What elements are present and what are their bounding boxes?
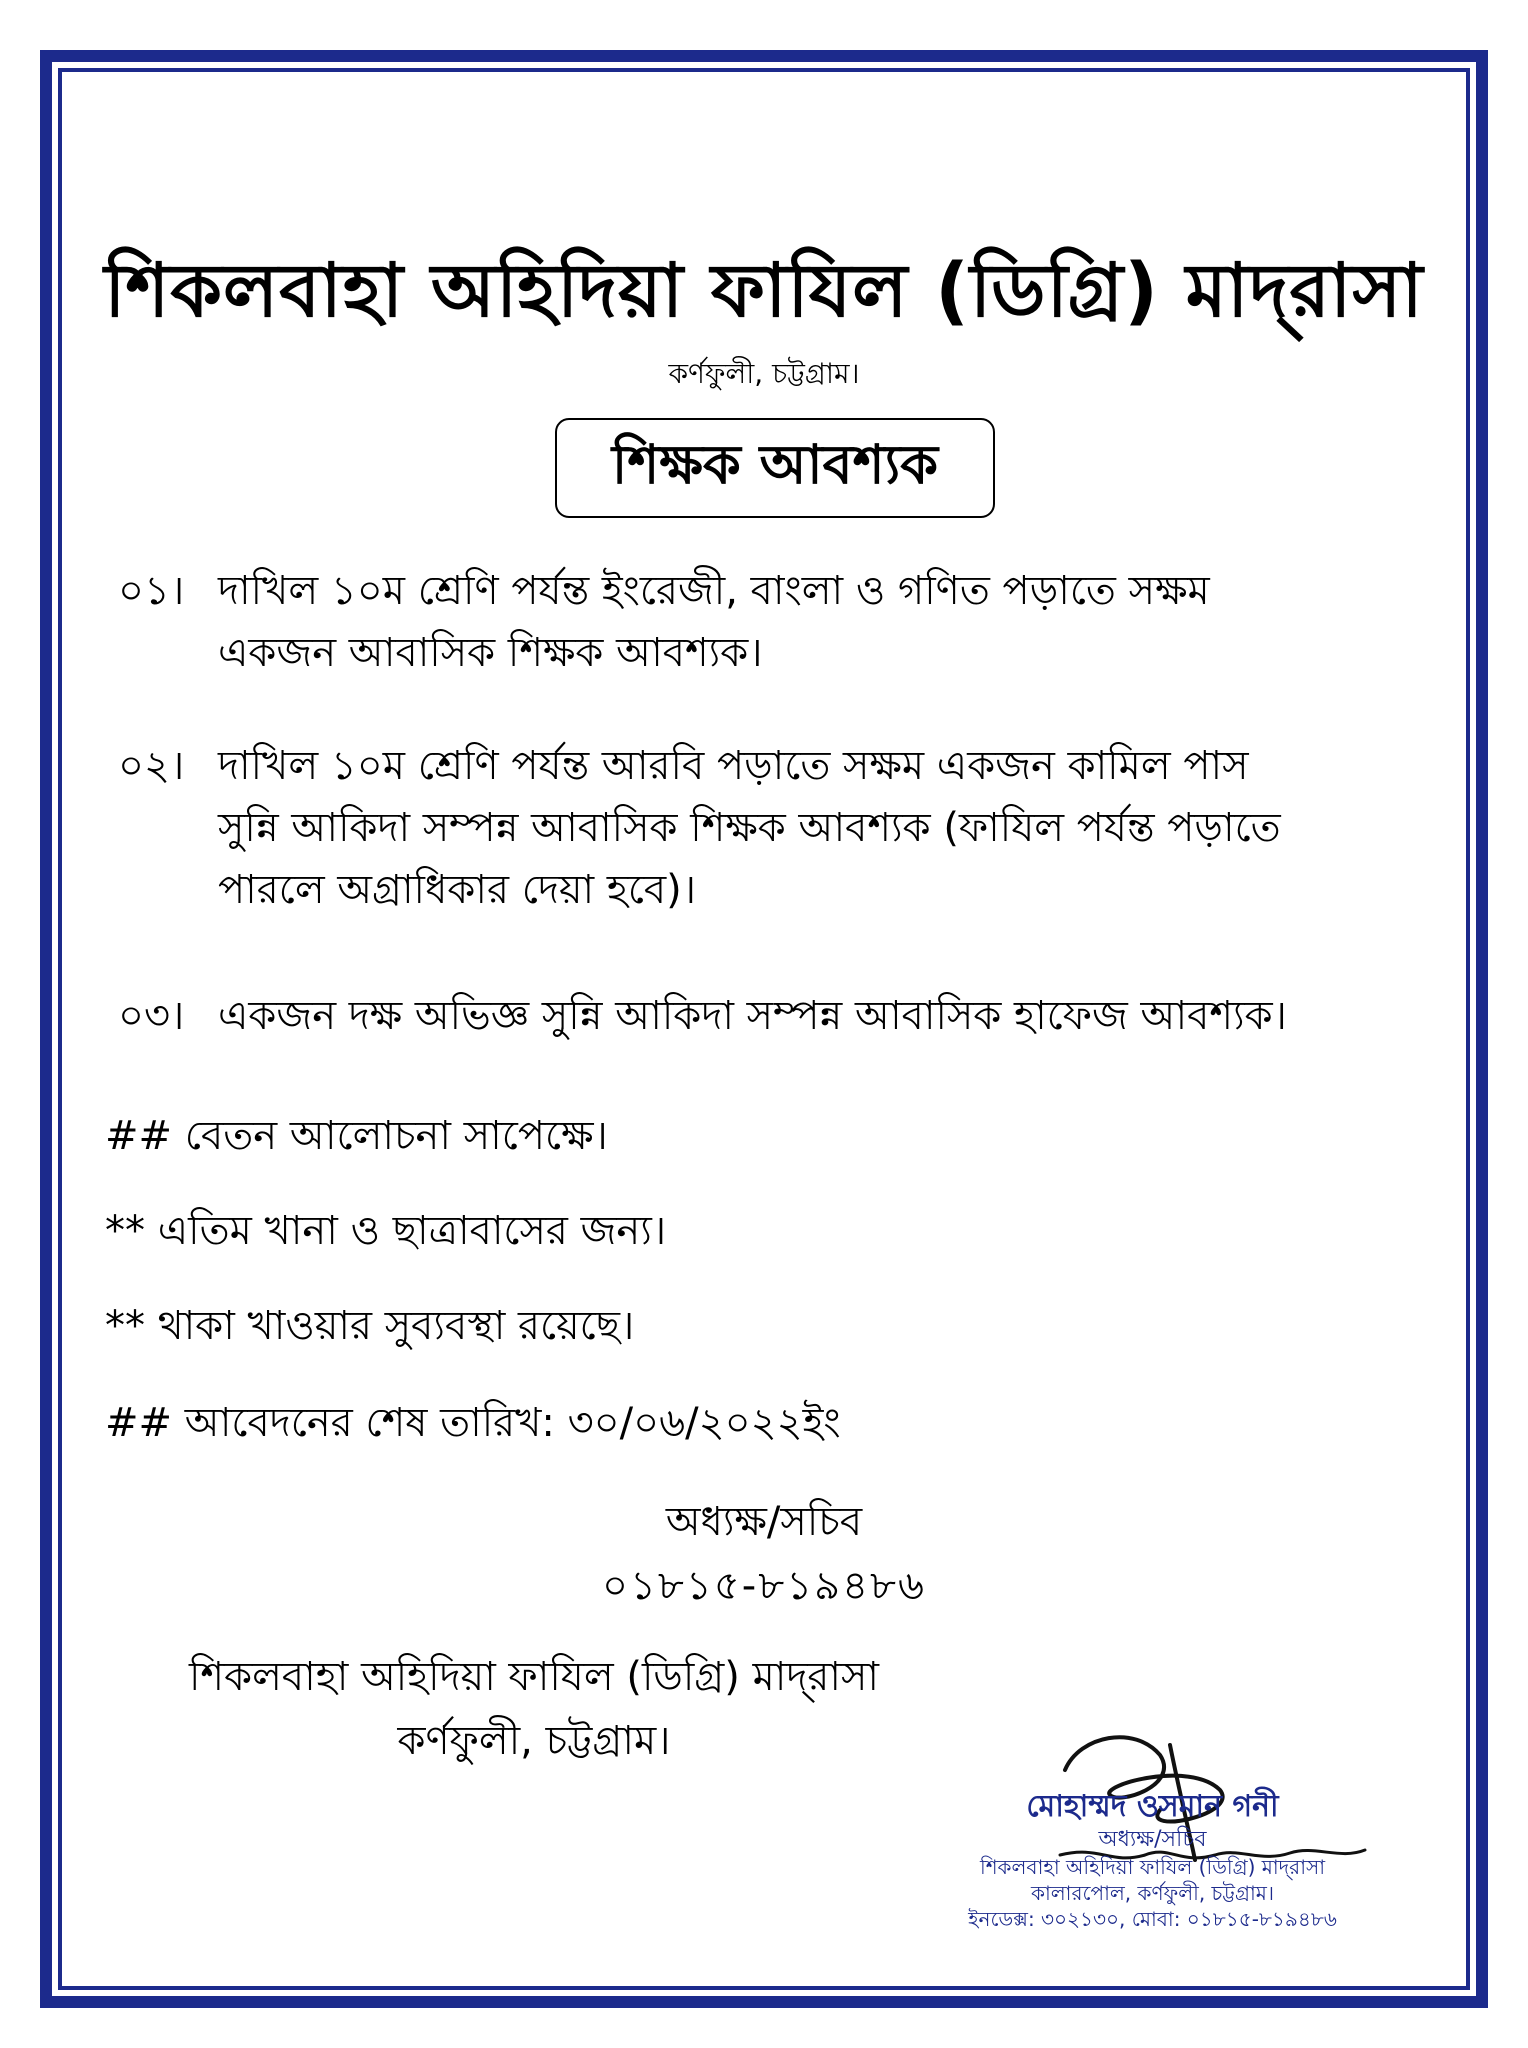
notice-heading <box>555 418 995 518</box>
seal-index: ইনডেক্স: ৩০২১৩০, মোবা: ০১৮১৫-৮১৯৪৮৬ <box>968 1907 1337 1931</box>
seal-name: মোহাম্মদ ওসমান গনী <box>1026 1789 1279 1824</box>
institution-title: শিকলবাহা অহিদিয়া ফাযিল (ডিগ্রি) মাদ্‌রাসা <box>104 248 1424 334</box>
requirement-item <box>118 985 1287 1047</box>
item-text: একজন আবাসিক শিক্ষক আবশ্যক। <box>218 630 763 676</box>
seal-role: অধ্যক্ষ/সচিব <box>1098 1827 1207 1852</box>
footer-institution: শিকলবাহা অহিদিয়া ফাযিল (ডিগ্রি) মাদ্‌রাসা <box>188 1654 880 1700</box>
item-number: ০১। <box>118 568 185 614</box>
official-seal <box>955 1788 1350 1932</box>
note-salary: ## বেতন আলোচনা সাপেক্ষে। <box>105 1113 608 1159</box>
contact-phone: ০১৮১৫-৮১৯৪৮৬ <box>601 1563 927 1609</box>
note-orphanage: ** এতিম খানা ও ছাত্রাবাসের জন্য। <box>105 1208 667 1254</box>
seal-address: কালারপোল, কর্ণফুলী, চট্টগ্রাম। <box>1030 1881 1274 1905</box>
institution-location: কর্ণফুলী, চট্টগ্রাম। <box>668 357 860 390</box>
notice-heading-text: শিক্ষক আবশ্যক <box>611 433 939 496</box>
requirement-item <box>118 560 1210 684</box>
item-text: সুন্নি আকিদা সম্পন্ন আবাসিক শিক্ষক আবশ্যক (ফাযিল পর্যন্ত পড়াতে <box>218 805 1281 851</box>
item-number: ০৩। <box>118 993 185 1039</box>
footer-location: কর্ণফুলী, চট্টগ্রাম। <box>397 1718 671 1764</box>
contact-block <box>0 1490 1528 1618</box>
item-number: ০২। <box>118 743 185 789</box>
note-deadline: ## আবেদনের শেষ তারিখ: ৩০/০৬/২০২২ইং <box>105 1400 841 1446</box>
seal-institution: শিকলবাহা অহিদিয়া ফাযিল (ডিগ্রি) মাদ্‌রাসা <box>979 1855 1325 1879</box>
note-accommodation: ** থাকা খাওয়ার সুব্যবস্থা রয়েছে। <box>105 1303 635 1349</box>
item-text: পারলে অগ্রাধিকার দেয়া হবে)। <box>218 867 697 913</box>
item-text: দাখিল ১০ম শ্রেণি পর্যন্ত ইংরেজী, বাংলা ও গণিত পড়াতে সক্ষম <box>218 568 1210 614</box>
item-text: দাখিল ১০ম শ্রেণি পর্যন্ত আরবি পড়াতে সক্ষম একজন কামিল পাস <box>218 743 1249 789</box>
contact-role: অধ্যক্ষ/সচিব <box>665 1499 863 1545</box>
requirement-item <box>118 735 1281 921</box>
item-text: একজন দক্ষ অভিজ্ঞ সুন্নি আকিদা সম্পন্ন আবাসিক হাফেজ আবশ্যক। <box>218 993 1287 1039</box>
